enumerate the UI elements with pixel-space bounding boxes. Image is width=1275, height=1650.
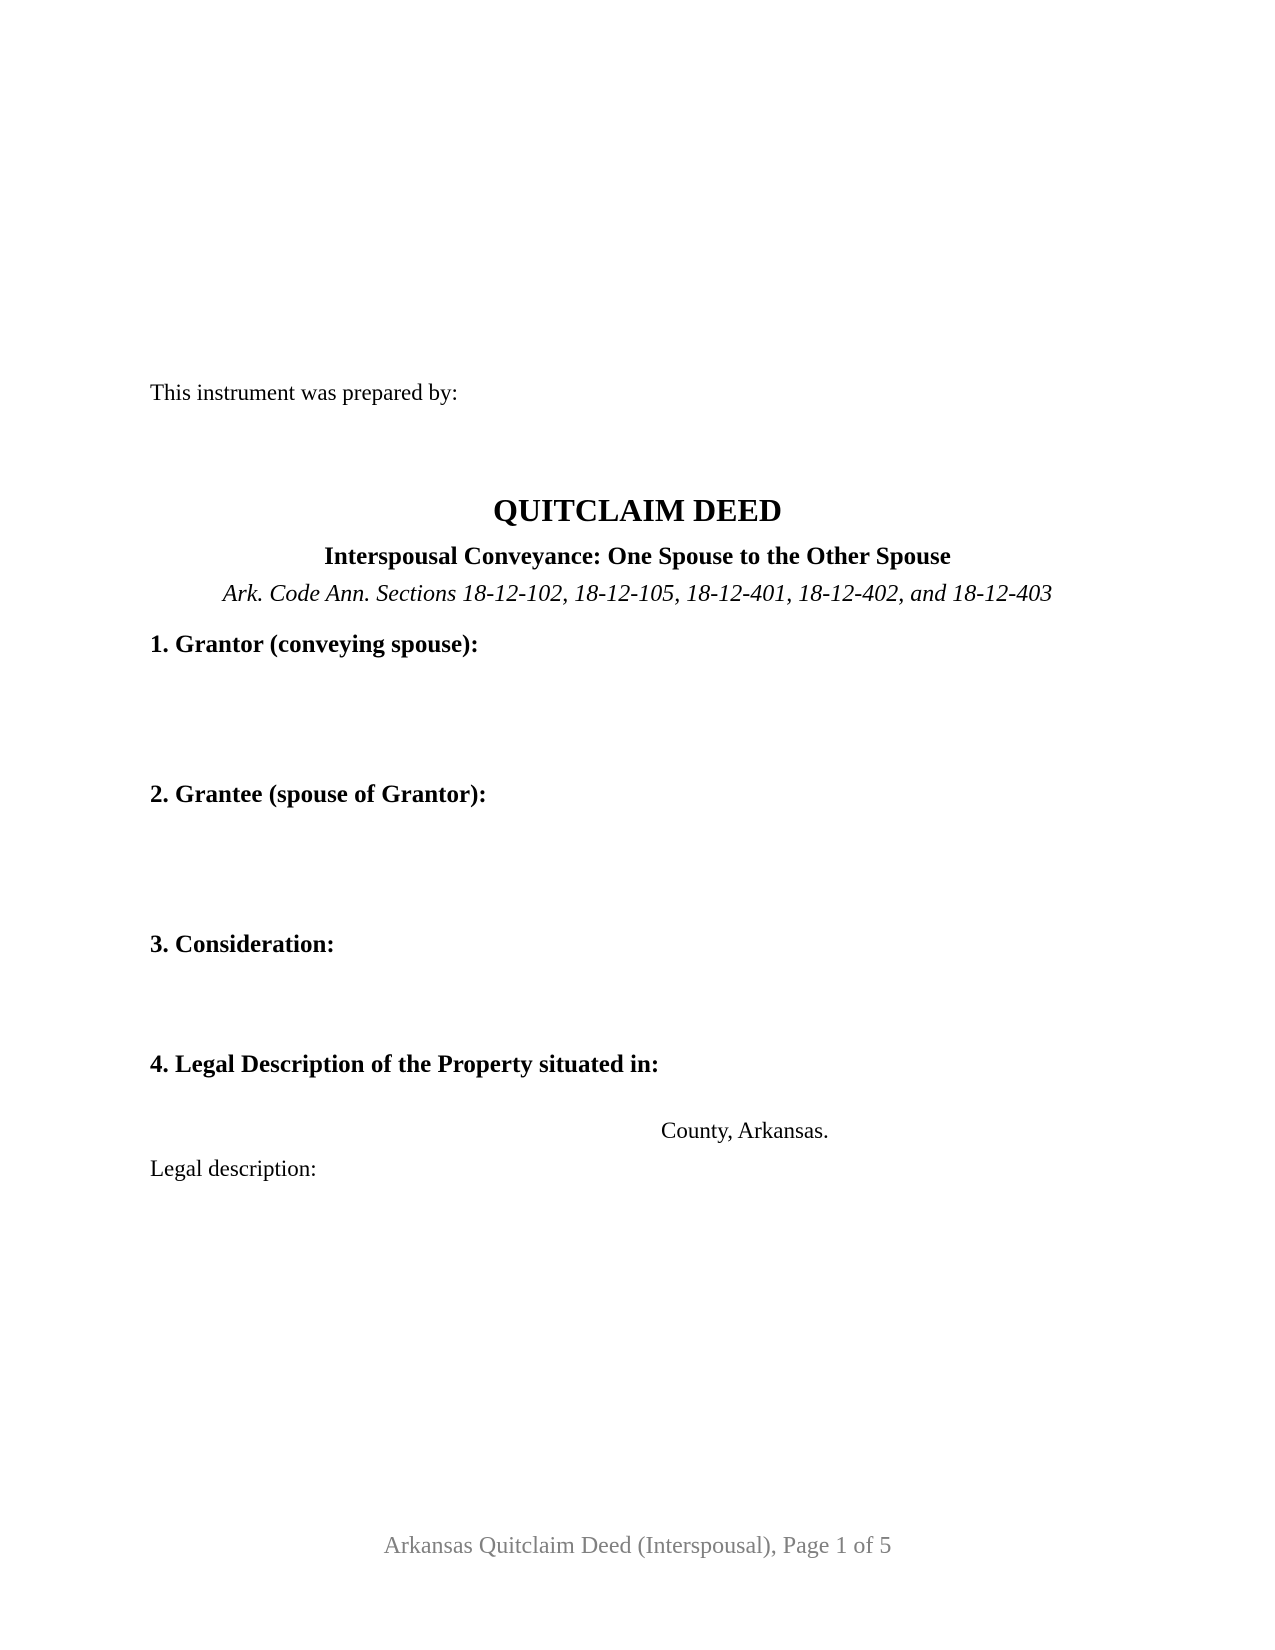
legal-description-label: Legal description: (150, 1156, 317, 1181)
section-grantor-heading: 1. Grantor (conveying spouse): (150, 631, 479, 658)
county-line: County, Arkansas. (661, 1118, 829, 1143)
section-consideration-heading: 3. Consideration: (150, 931, 335, 958)
document-title: QUITCLAIM DEED (493, 492, 782, 528)
section-legal-description-heading: 4. Legal Description of the Property situated in: (150, 1051, 660, 1078)
section-grantee-heading: 2. Grantee (spouse of Grantor): (150, 781, 487, 808)
prepared-by-label: This instrument was prepared by: (150, 380, 458, 405)
document-subtitle: Interspousal Conveyance: One Spouse to the Other Spouse (324, 543, 951, 570)
statute-reference: Ark. Code Ann. Sections 18-12-102, 18-12-105, 18-12-401, 18-12-402, and 18-12-403 (222, 581, 1053, 607)
page-footer: Arkansas Quitclaim Deed (Interspousal), Page 1 of 5 (383, 1533, 892, 1559)
